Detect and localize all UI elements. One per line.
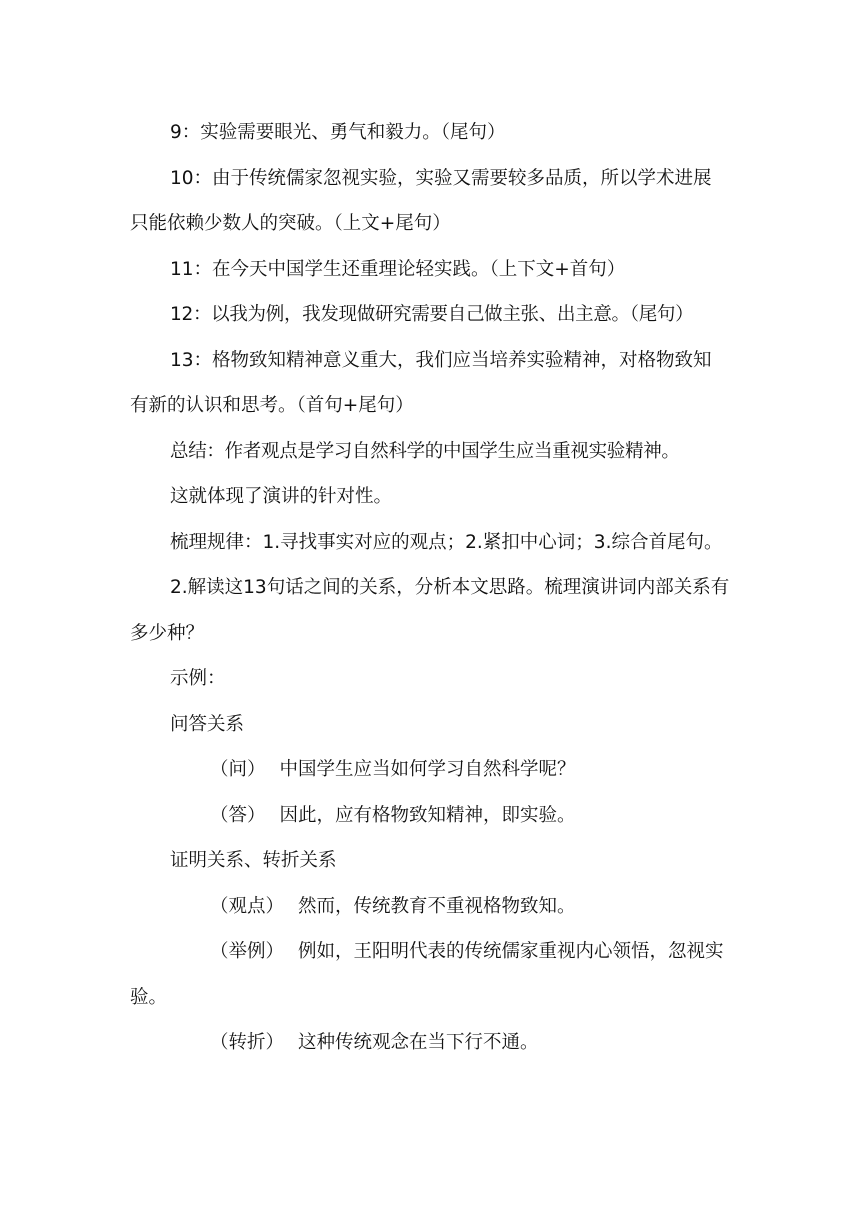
relation-item-question (130, 747, 730, 793)
relation-item-example (130, 929, 730, 1020)
relation-item-answer (130, 793, 730, 839)
relation-text: 这种传统观念在当下行不通。 (298, 1032, 539, 1053)
relation-item-turn (130, 1020, 730, 1066)
paragraph-targeting: 这就体现了演讲的针对性。 (170, 486, 393, 507)
paragraph-summary: 总结：作者观点是学习自然科学的中国学生应当重视实验精神。 (170, 440, 680, 462)
relation-tag: （举例） (210, 941, 285, 962)
section-title-proof-turn: 证明关系、转折关系 (170, 850, 337, 871)
paragraph-qa-relation: 问答关系 (170, 713, 245, 735)
relation-text: 然而，传统教育不重视格物致知。 (298, 895, 576, 917)
paragraph-item-13: 13：格物致知精神意义重大，我们应当培养实验精神，对格物致知有新的认识和思考。（首句+尾句） (130, 349, 712, 416)
paragraph-item-9: 9：实验需要眼光、勇气和毅力。（尾句） (170, 122, 506, 143)
paragraph-item-11: 11：在今天中国学生还重理论轻实践。（上下文+首句） (170, 258, 626, 280)
relation-tag: （答） (210, 804, 266, 826)
relation-text: 因此，应有格物致知精神，即实验。 (279, 804, 576, 826)
relation-tag: （问） (210, 759, 266, 780)
paragraph-rules: 梳理规律：1.寻找事实对应的观点；2.紧扣中心词；3.综合首尾句。 (170, 531, 723, 553)
paragraph-item-12: 12：以我为例，我发现做研究需要自己做主张、出主意。（尾句） (170, 304, 694, 325)
document-body (130, 110, 730, 1066)
relation-text: 中国学生应当如何学习自然科学呢？ (279, 759, 576, 780)
relation-tag: （转折） (210, 1032, 285, 1053)
paragraph-question-2: 2.解读这13句话之间的关系，分析本文思路。梳理演讲词内部关系有多少种？ (130, 577, 730, 644)
relation-item-viewpoint (130, 884, 730, 930)
relation-text: 例如，王阳明代表的传统儒家重视内心领悟，忽视实验。 (130, 941, 724, 1008)
relation-tag: （观点） (210, 895, 285, 917)
paragraph-item-10: 10：由于传统儒家忽视实验，实验又需要较多品质，所以学术进展只能依赖少数人的突破。（上文+尾句） (130, 167, 712, 234)
paragraph-example-label: 示例： (170, 668, 226, 689)
